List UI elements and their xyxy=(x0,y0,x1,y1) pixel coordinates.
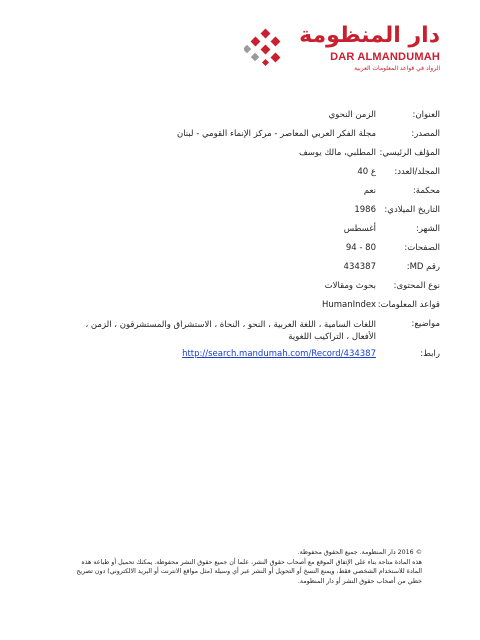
value-title: الزمن النحوي xyxy=(328,110,376,120)
label-subjects: مواضيع: xyxy=(411,319,440,329)
row-volume xyxy=(60,167,440,186)
label-year: التاريخ الميلادي: xyxy=(384,205,440,215)
row-subjects xyxy=(60,319,440,349)
logo xyxy=(250,24,440,76)
value-link-cell xyxy=(60,349,376,368)
logo-english-text: DAR ALMANDUMAH xyxy=(330,51,440,63)
logo-tagline: الرواد في قواعد المعلومات العربية xyxy=(354,65,440,72)
row-year xyxy=(60,205,440,224)
value-md-number: 434387 xyxy=(343,262,376,272)
record-metadata xyxy=(60,110,440,368)
row-author xyxy=(60,148,440,167)
label-month: الشهر: xyxy=(415,224,440,234)
value-month: أغسطس xyxy=(343,224,376,234)
row-source xyxy=(60,129,440,148)
label-source: المصدر: xyxy=(411,129,440,139)
row-title xyxy=(60,110,440,129)
value-pages: 80 - 94 xyxy=(345,243,376,253)
row-link xyxy=(60,349,440,368)
usage-notice: هذه المادة متاحة بناء على الإتفاق الموقع مع أصحاب حقوق النشر، علما أن جميع حقوق النشر محفوظة. يمكنك تحميل أو طباعة هذه المادة للاستخدام الشخصي فقط، ويمنع النسخ أو التحويل أو النشر عبر أي وسيلة (مثل مواقع الانترنت أو البريد الالكتروني) دون تصريح خطي من أصحاب حقوق النشر أو دار المنظومة. xyxy=(76,558,422,585)
label-md-number: رقم MD: xyxy=(406,262,440,272)
value-source: مجلة الفكر العربي المعاصر - مركز الإنماء القومي - لبنان xyxy=(176,129,376,139)
row-databases xyxy=(60,300,440,319)
label-databases: قواعد المعلومات: xyxy=(377,300,440,310)
label-peer-reviewed: محكمة: xyxy=(412,186,440,196)
row-peer-reviewed xyxy=(60,186,440,205)
copyright-footer xyxy=(70,548,422,586)
value-subjects: اللغات السامية ، اللغة العربية ، النحو ، النحاة ، الاستشراق والمستشرقون ، الزمن ، الأفعال ، التراكيب اللغوية xyxy=(85,320,376,342)
label-author: المؤلف الرئيسي: xyxy=(379,148,440,158)
value-author: المطلبي، مالك يوسف xyxy=(298,148,376,158)
value-year: 1986 xyxy=(354,205,376,215)
label-volume: المجلد/العدد: xyxy=(394,167,440,177)
copyright-line: © 2016 دار المنظومة. جميع الحقوق محفوظة. xyxy=(297,549,422,556)
row-month xyxy=(60,224,440,243)
value-peer-reviewed: نعم xyxy=(363,186,376,196)
row-pages xyxy=(60,243,440,262)
row-md-number xyxy=(60,262,440,281)
label-content-type: نوع المحتوى: xyxy=(393,281,440,291)
label-link: رابط: xyxy=(420,349,440,359)
row-content-type xyxy=(60,281,440,300)
record-link[interactable]: http://search.mandumah.com/Record/434387 xyxy=(182,349,376,359)
logo-arabic-text: دار المنظومة xyxy=(299,23,440,48)
value-databases: HumanIndex xyxy=(321,300,376,310)
value-content-type: بحوث ومقالات xyxy=(324,281,376,291)
value-volume: ع 40 xyxy=(357,167,376,177)
logo-diamonds-icon xyxy=(244,28,288,68)
label-pages: الصفحات: xyxy=(404,243,440,253)
label-title: العنوان: xyxy=(412,110,440,120)
